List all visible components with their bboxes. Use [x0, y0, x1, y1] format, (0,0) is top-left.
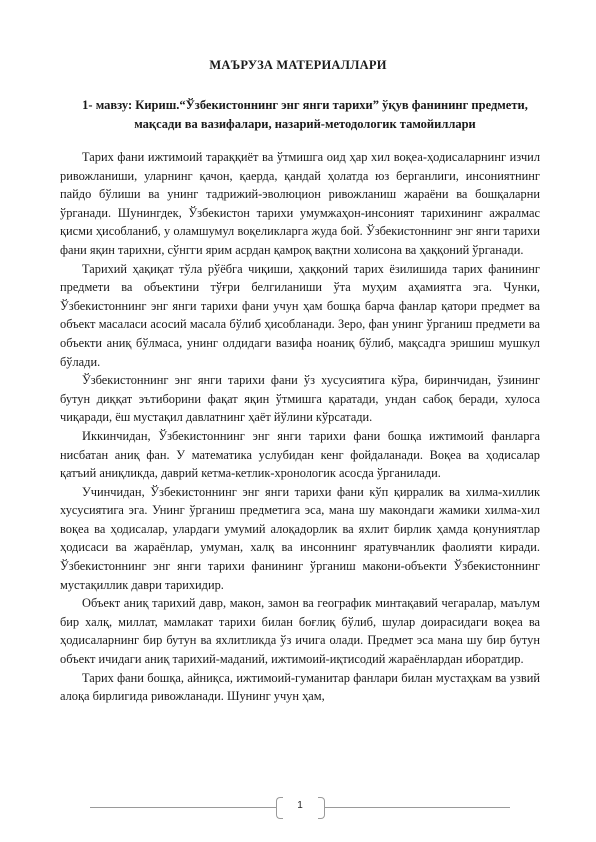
paragraph: Учинчидан, Ўзбекистоннинг энг янги тарихи фани кўп қирралик ва хилма-хиллик хусусиятига эга. Унинг ўрганиш предметига эса, мана шу макондаги жамики хилма-хил воқеа ва ҳодисалар, улардаги умумий алоқадорлик ва яхлит бирлик ҳамда қонуниятлар ҳодисаси ва жараёнлар, умуман, халқ ва инсоннинг яратувчанлик фаолияти киради. Ўзбекистоннинг энг янги тарихи фанининг ўрганиш макони-объекти Ўзбекистоннинг мустақиллик даври тарихидир. [60, 484, 540, 592]
page-footer [90, 797, 510, 819]
paragraph: Тарих фани бошқа, айниқса, ижтимоий-гуманитар фанлари билан мустаҳкам ва узвий алоқа бирлигида ривожланади. Шунинг учун ҳам, [60, 670, 540, 704]
document-title: МАЪРУЗА МАТЕРИАЛЛАРИ [209, 58, 387, 72]
lecture-subtitle: 1- мавзу: Кириш.“Ўзбекистоннинг энг янги тарихи” ўқув фанининг предмети, мақсади ва вазифалари, назарий-методологик тамойиллари [82, 98, 528, 131]
paragraph: Ўзбекистоннинг энг янги тарихи фани ўз хусусиятига кўра, биринчидан, ўзининг бутун диққат эътиборини фақат яқин ўтмишга қаратади, ундан сабоқ беради, хулоса чиқаради, ёш мустақил давлатнинг ҳаёт йўлини кўрсатади. [60, 373, 540, 425]
page-number-bracket-left [276, 797, 283, 819]
paragraph: Иккинчидан, Ўзбекистоннинг энг янги тарихи фани бошқа ижтимоий фанларга нисбатан аниқ фан. У математика услубидан кенг фойдаланади. Воқеа ва ҳодисалар қатъий аниқликда, даврий кетма-кетлик-хронологик асосда ўрганилади. [60, 428, 540, 481]
page-number: 1 [297, 800, 303, 811]
footer-divider-right [324, 807, 510, 808]
paragraph: Тарих фани ижтимоий тараққиёт ва ўтмишга оид ҳар хил воқеа-ҳодисаларнинг изчил ривожланиши, уларнинг қачон, қаерда, қандай ҳолатда юз берганлиги, инсониятнинг пайдо бўлиши ва унинг тадрижий-эволюцион ривожланиш жараёни ва бошқаларни ўрганади. Шунингдек, Ўзбекистон тарихи умумжаҳон-инсоният тарихининг ажралмас қисми ҳисобланиб, у оламшумул воқеликларга жуда бой. Ўзбекистоннинг энг янги тарихи фани яқин тарихни, сўнгги ярим асрдан қамроқ вақтни холисона ва ҳаққоний ўрганади. [60, 150, 540, 257]
paragraph: Объект аниқ тарихий давр, макон, замон ва географик минтақавий чегаралар, маълум бир халқ, миллат, мамлакат тарихи билан боғлиқ бўлиб, шулар доирасидаги воқеа ва ҳодисаларнинг бир бутун ва яхлитликда ўз ичига олади. Предмет эса мана шу бир бутун объект ичидаги аниқ тарихий-маданий, ижтимоий-иқтисодий жараёнлардан иборатдир. [60, 596, 540, 667]
page-number-bracket-right [318, 797, 325, 819]
footer-divider-left [90, 807, 276, 808]
document-body [60, 148, 540, 706]
paragraph: Тарихий ҳақиқат тўла рўёбга чиқиши, ҳаққоний тарих ёзилишида тарих фанининг предмети ва объектини тўғри белгиланиши ўта муҳим аҳамиятга эга. Чунки, Ўзбекистоннинг энг янги тарихи фани учун ҳам бошқа барча фанлар қатори предмет ва объект масаласи асосий масала бўлиб ҳисобланади. Зеро, фан унинг ўрганиш предмети ва объекти аниқ бўлмаса, унинг олдидаги вазифа ноаниқ бўлиб, мақсадга эришиш мушкул бўлади. [60, 261, 540, 369]
